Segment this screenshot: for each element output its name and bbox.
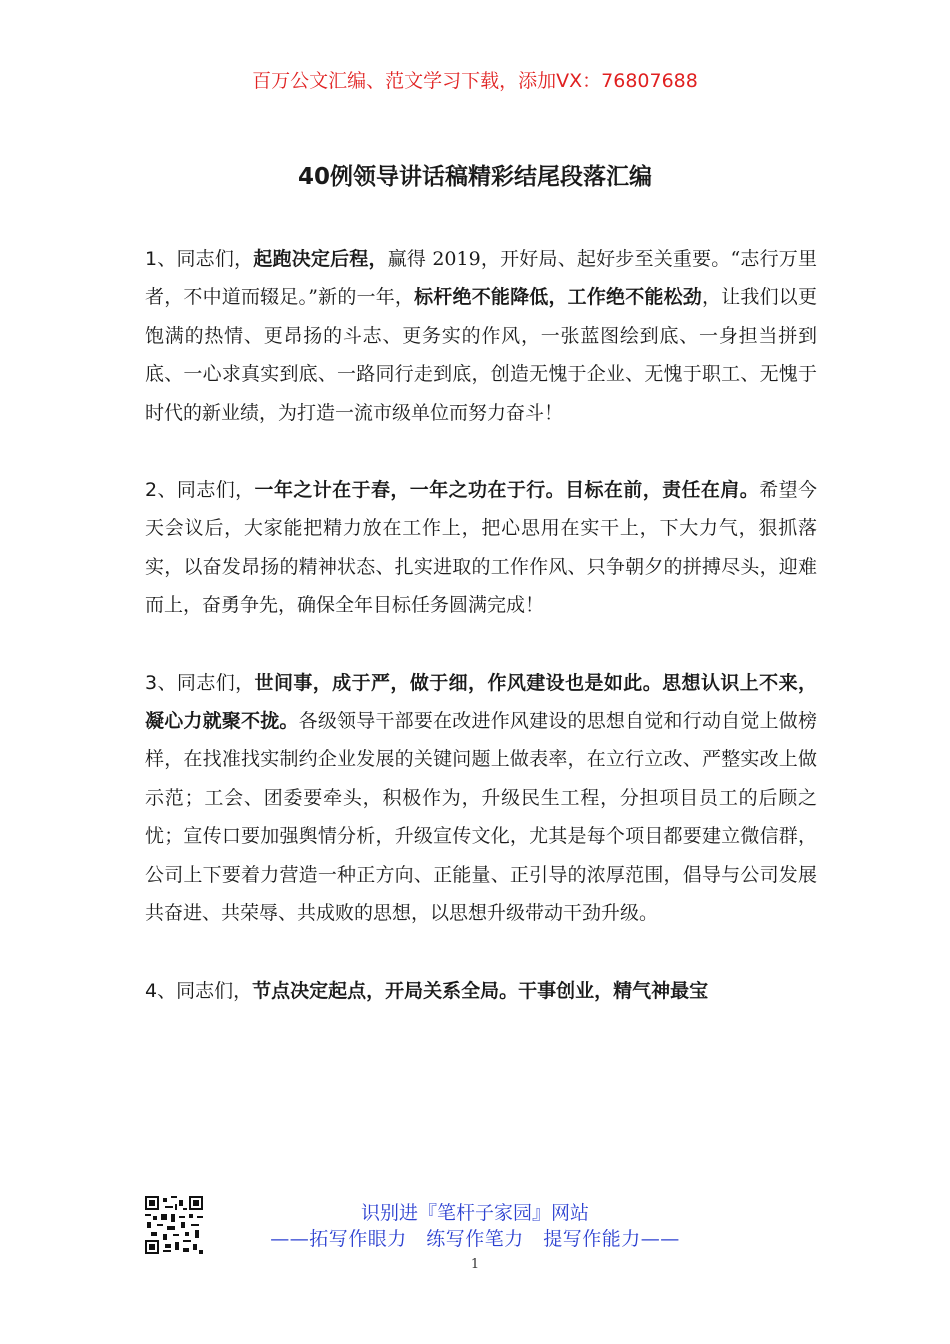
paragraph-lead: 3、同志们， [145,671,255,694]
document-body [145,240,817,1049]
paragraph-text: 希望今天会议后，大家能把精力放在工作上，把心思用在实干上，下大力气，狠抓落实，以奋发昂扬的精神状态、扎实进取的工作作风、只争朝夕的拼搏尽头，迎难而上，奋勇争先，确保全年目标任务圆满完成！ [145,479,817,617]
document-title: 40例领导讲话稿精彩结尾段落汇编 [297,164,652,190]
footer-site-line: 识别进『笔杆子家园』网站 [360,1202,589,1224]
page-number: 1 [470,1257,480,1272]
promo-header: 百万公文汇编、范文学习下载，添加VX：76807688 [252,70,698,92]
paragraph-text: 赢得 2019，开好局、起好步至关重要。“志行万里者，不中道而辍足。”新的一年， [145,248,817,309]
paragraph-lead: 2、同志们， [145,479,255,502]
bold-phrase: 节点决定起点，开局关系全局。干事创业，精气神最宝 [252,979,709,1002]
bold-phrase: 标杆绝不能降低，工作绝不能松劲 [414,286,703,309]
bold-phrase: 起跑决定后程， [253,248,388,270]
paragraph-text: ，让我们以更饱满的热情、更昂扬的斗志、更务实的作风，一张蓝图绘到底、一身担当拼到底、一心求真实到底、一路同行走到底，创造无愧于企业、无愧于职工、无愧于时代的新业绩，为打造一流市级单位而努力奋斗！ [145,286,817,424]
bold-phrase: 世间事，成于严，做于细，作风建设也是如此。思想认识上不来，凝心力就聚不拢。 [145,671,817,733]
paragraph-4 [145,972,817,1010]
paragraph-1 [145,240,817,432]
paragraph-lead: 4、同志们， [145,979,253,1002]
bold-phrase: 一年之计在于春，一年之功在于行。目标在前，责任在肩。 [254,479,760,502]
paragraph-lead: 1、同志们， [145,248,254,270]
footer-slogan: ——拓写作眼力 练写作笔力 提写作能力—— [270,1228,680,1250]
paragraph-text: 各级领导干部要在改进作风建设的思想自觉和行动自觉上做榜样，在找准找实制约企业发展的关键问题上做表率，在立行立改、严整实改上做示范；工会、团委要牵头，积极作为，升级民生工程，分担项目员工的后顾之忧；宣传口要加强舆情分析，升级宣传文化，尤其是每个项目都要建立微信群，公司上下要着力营造一种正方向、正能量、正引导的浓厚范围，倡导与公司发展共奋进、共荣辱、共成败的思想，以思想升级带动干劲升级。 [145,710,817,925]
paragraph-3 [145,664,817,933]
paragraph-2 [145,471,817,625]
